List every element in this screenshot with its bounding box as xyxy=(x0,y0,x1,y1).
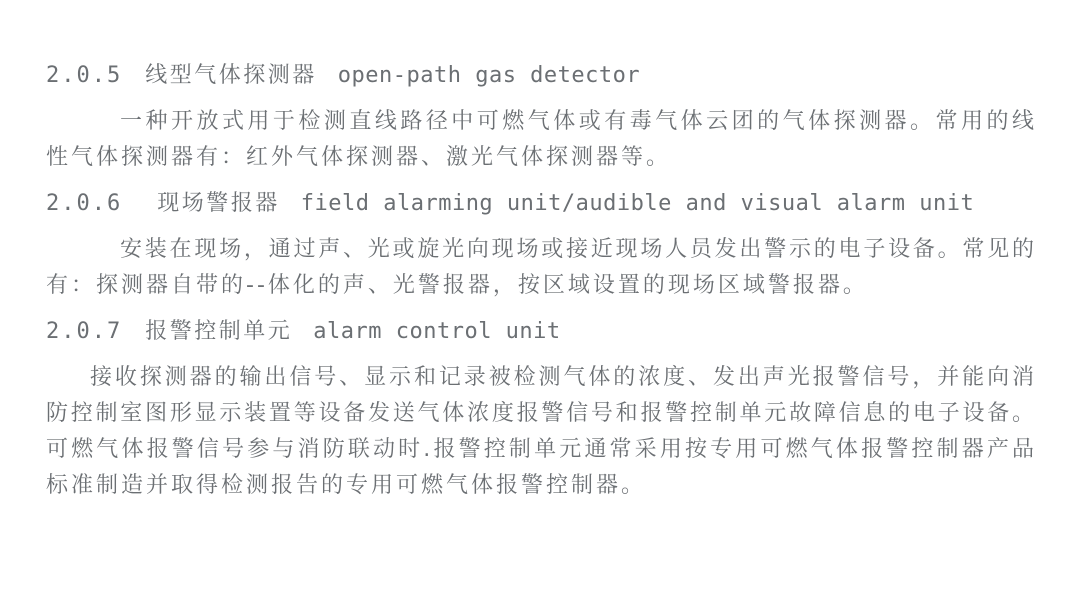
section-paragraph xyxy=(46,104,1036,176)
section-paragraph xyxy=(46,360,1036,504)
section-number: 2.0.7 xyxy=(46,319,123,344)
section-number: 2.0.6 xyxy=(46,191,123,216)
section-title-en: field alarming unit/audible and visual alarm unit xyxy=(300,191,975,216)
section-heading xyxy=(46,58,1036,94)
section-title-en: open-path gas detector xyxy=(337,63,641,88)
section-number: 2.0.5 xyxy=(46,63,123,88)
section-paragraph xyxy=(46,232,1036,304)
paragraph-line: 一种开放式用于检测直线路径中可燃气体或有毒气体云团的气体探测器。常用的线 xyxy=(120,109,1036,134)
section-2-0-7 xyxy=(46,314,1036,504)
section-2-0-5 xyxy=(46,58,1036,176)
section-title-en: alarm control unit xyxy=(313,319,561,344)
section-title-zh: 报警控制单元 xyxy=(145,319,293,344)
paragraph-line: 接收探测器的输出信号、显示和记录被检测气体的浓度、发出声光报警信号，并能向消 xyxy=(90,365,1036,390)
paragraph-line: 性气体探测器有：红外气体探测器、激光气体探测器等。 xyxy=(46,145,672,170)
paragraph-line: 可燃气体报警信号参与消防联动时.报警控制单元通常采用按专用可燃气体报警控制器产品 xyxy=(46,437,1036,462)
paragraph-line: 安装在现场，通过声、光或旋光向现场或接近现场人员发出警示的电子设备。常见的 xyxy=(120,237,1036,262)
section-heading xyxy=(46,186,1036,222)
section-title-zh: 现场警报器 xyxy=(157,191,280,216)
section-2-0-6 xyxy=(46,186,1036,304)
paragraph-line: 防控制室图形显示装置等设备发送气体浓度报警信号和报警控制单元故障信息的电子设备。 xyxy=(46,401,1036,426)
section-title-zh: 线型气体探测器 xyxy=(145,63,317,88)
section-heading xyxy=(46,314,1036,350)
paragraph-line: 有：探测器自带的--体化的声、光警报器，按区域设置的现场区域警报器。 xyxy=(46,273,868,298)
paragraph-line: 标准制造并取得检测报告的专用可燃气体报警控制器。 xyxy=(46,473,647,498)
